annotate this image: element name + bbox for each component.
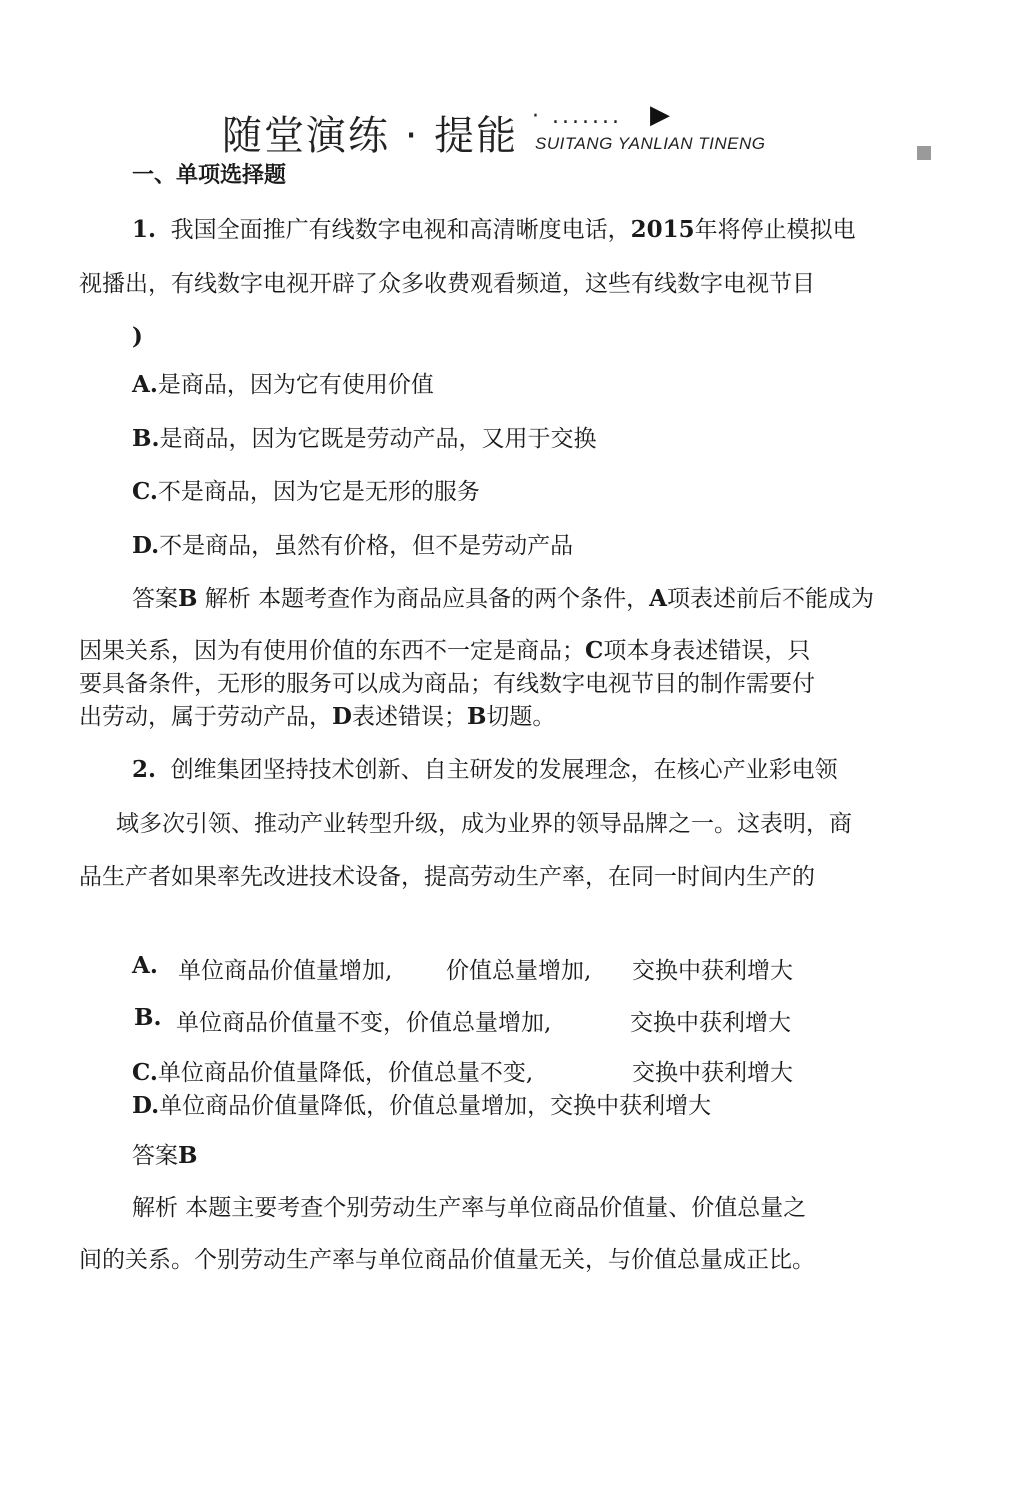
q2-stem-line3: 品生产者如果率先改进技术设备，提高劳动生产率，在同一时间内生产的 bbox=[79, 864, 815, 890]
q2-option-c-part3: 交换中获利增大 bbox=[632, 1060, 793, 1086]
q1-stem-line1: 1. 我国全面推广有线数字电视和高清晰度电话，2015年将停止模拟电 bbox=[132, 216, 856, 243]
q2-option-c: C.单位商品价值量降低，价值总量不变, bbox=[132, 1059, 534, 1086]
q1-option-c: C.不是商品，因为它是无形的服务 bbox=[132, 478, 480, 505]
q2-option-a-part2: 价值总量增加, bbox=[446, 958, 592, 984]
title-dots: · ....... bbox=[532, 104, 622, 129]
q2-stem-line2: 域多次引领、推动产业转型升级，成为业界的领导品牌之一。这表明，商 bbox=[116, 811, 852, 837]
q1-answer-line: 答案B 解析 本题考查作为商品应具备的两个条件，A项表述前后不能成为 bbox=[132, 585, 874, 612]
q2-stem-line1: 2. 创维集团坚持技术创新、自主研发的发展理念，在核心产业彩电领 bbox=[132, 756, 838, 783]
page-title: 随堂演练 · 提能 bbox=[222, 113, 519, 159]
q1-analysis-line3: 要具备条件，无形的服务可以成为商品；有线数字电视节目的制作需要付 bbox=[79, 671, 815, 697]
q2-number: 2. bbox=[132, 756, 157, 783]
q2-option-b-part3: 交换中获利增大 bbox=[630, 1010, 791, 1036]
title-pinyin: SUITANG YANLIAN TINENG bbox=[535, 134, 766, 153]
q1-analysis-line2: 因果关系，因为有使用价值的东西不一定是商品；C项本身表述错误，只 bbox=[79, 637, 811, 664]
section-title: 一、单项选择题 bbox=[132, 163, 287, 188]
q2-option-a-part3: 交换中获利增大 bbox=[632, 958, 793, 984]
q1-number: 1. bbox=[132, 216, 157, 243]
q1-option-b: B.是商品，因为它既是劳动产品，又用于交换 bbox=[132, 425, 597, 452]
arrow-right-icon: ▶ bbox=[650, 100, 670, 130]
q2-analysis-line2: 间的关系。个别劳动生产率与单位商品价值量无关，与价值总量成正比。 bbox=[79, 1247, 815, 1273]
q2-option-a: A. bbox=[132, 952, 158, 979]
q2-option-b-part1: 单位商品价值量不变，价值总量增加, bbox=[176, 1010, 552, 1036]
q1-stem-line3: ) bbox=[132, 323, 143, 350]
q1-analysis-line4: 出劳动，属于劳动产品，D表述错误；B切题。 bbox=[79, 703, 556, 730]
q1-stem-line2: 视播出，有线数字电视开辟了众多收费观看频道，这些有线数字电视节目 bbox=[79, 271, 815, 297]
q1-answer: B bbox=[178, 585, 198, 612]
q2-analysis-line1: 解析 本题主要考查个别劳动生产率与单位商品价值量、价值总量之 bbox=[132, 1195, 807, 1221]
q1-option-d: D.不是商品，虽然有价格，但不是劳动产品 bbox=[132, 532, 574, 559]
gray-square-icon bbox=[917, 146, 931, 160]
q2-answer: B bbox=[178, 1142, 198, 1169]
q2-option-b: B. bbox=[134, 1004, 162, 1031]
q2-option-d: D.单位商品价值量降低，价值总量增加，交换中获利增大 bbox=[132, 1092, 712, 1119]
q1-option-a: A.是商品，因为它有使用价值 bbox=[132, 371, 434, 398]
q2-option-a-part1: 单位商品价值量增加, bbox=[178, 958, 393, 984]
q2-answer-line: 答案B bbox=[132, 1142, 198, 1169]
